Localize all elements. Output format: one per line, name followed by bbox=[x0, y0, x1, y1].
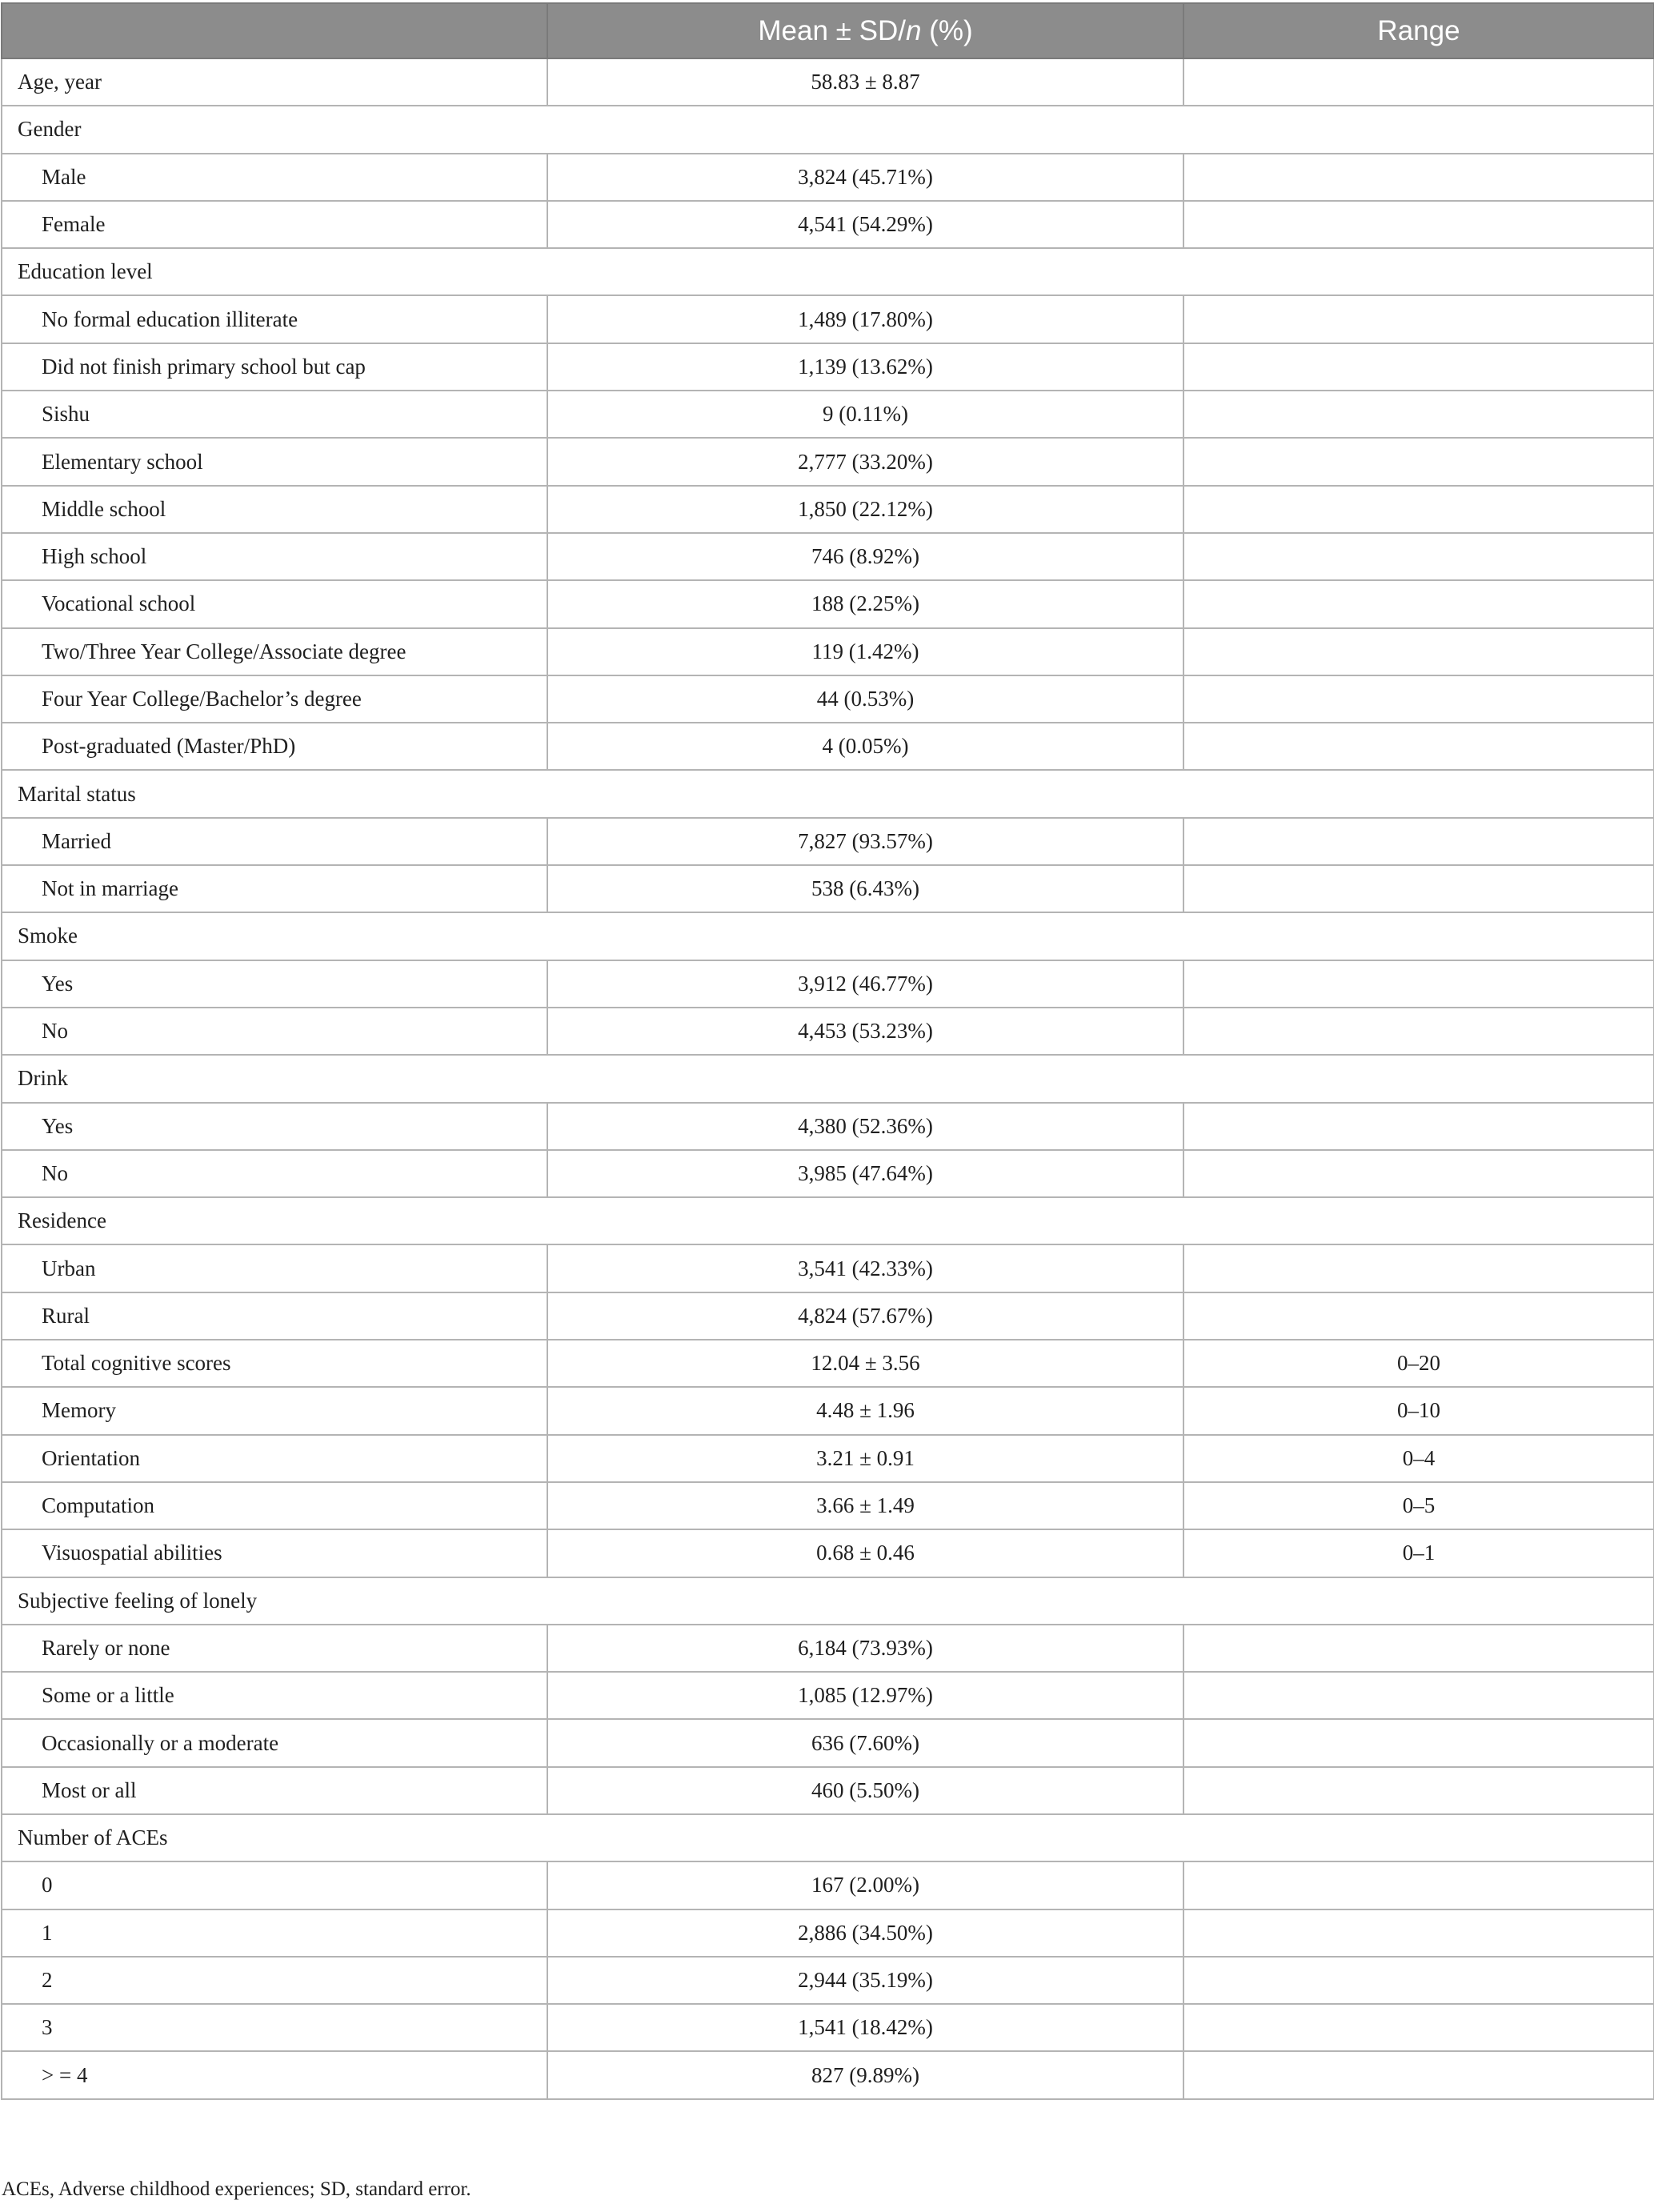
table-group-row bbox=[2, 1197, 1654, 1244]
row-range: 0–5 bbox=[1183, 1482, 1654, 1529]
table-group-row bbox=[2, 106, 1654, 153]
row-value: 7,827 (93.57%) bbox=[547, 818, 1183, 865]
table-row bbox=[2, 343, 1654, 391]
table-row bbox=[2, 1340, 1654, 1387]
row-value: 188 (2.25%) bbox=[547, 580, 1183, 627]
row-range bbox=[1183, 486, 1654, 533]
table-row bbox=[2, 58, 1654, 106]
row-value: 4.48 ± 1.96 bbox=[547, 1387, 1183, 1434]
row-range bbox=[1183, 865, 1654, 912]
row-label: Married bbox=[2, 818, 547, 865]
row-label: 3 bbox=[2, 2004, 547, 2051]
row-range bbox=[1183, 1150, 1654, 1197]
row-range bbox=[1183, 960, 1654, 1008]
table-group-row bbox=[2, 912, 1654, 960]
row-label: Total cognitive scores bbox=[2, 1340, 547, 1387]
row-label: Four Year College/Bachelor’s degree bbox=[2, 675, 547, 723]
table-row bbox=[2, 391, 1654, 438]
row-label: Urban bbox=[2, 1244, 547, 1292]
row-value: 1,541 (18.42%) bbox=[547, 2004, 1183, 2051]
header-range: Range bbox=[1183, 3, 1654, 58]
table-row bbox=[2, 2004, 1654, 2051]
row-range bbox=[1183, 1292, 1654, 1340]
row-range bbox=[1183, 628, 1654, 675]
row-range bbox=[1183, 2051, 1654, 2098]
header-variable bbox=[2, 3, 547, 58]
row-label: Did not finish primary school but cap bbox=[2, 343, 547, 391]
row-range bbox=[1183, 1767, 1654, 1814]
row-label: Rarely or none bbox=[2, 1625, 547, 1672]
table-row bbox=[2, 201, 1654, 248]
characteristics-table bbox=[1, 2, 1654, 2100]
table-row bbox=[2, 580, 1654, 627]
row-range bbox=[1183, 1244, 1654, 1292]
row-label: Two/Three Year College/Associate degree bbox=[2, 628, 547, 675]
table-row bbox=[2, 960, 1654, 1008]
row-label: Some or a little bbox=[2, 1672, 547, 1719]
group-label: Smoke bbox=[2, 912, 1654, 960]
row-value: 3.21 ± 0.91 bbox=[547, 1435, 1183, 1482]
table-row bbox=[2, 1387, 1654, 1434]
row-label: Post-graduated (Master/PhD) bbox=[2, 723, 547, 770]
row-range bbox=[1183, 201, 1654, 248]
row-value: 12.04 ± 3.56 bbox=[547, 1340, 1183, 1387]
row-value: 746 (8.92%) bbox=[547, 533, 1183, 580]
table-row bbox=[2, 1861, 1654, 1909]
row-label: Occasionally or a moderate bbox=[2, 1719, 547, 1766]
row-label: No formal education illiterate bbox=[2, 295, 547, 343]
table-row bbox=[2, 486, 1654, 533]
row-label: High school bbox=[2, 533, 547, 580]
row-range bbox=[1183, 58, 1654, 106]
table-group-row bbox=[2, 248, 1654, 295]
row-label: Female bbox=[2, 201, 547, 248]
row-range bbox=[1183, 580, 1654, 627]
table-footnote: ACEs, Adverse childhood experiences; SD, standard error. bbox=[2, 2178, 471, 2200]
group-label: Gender bbox=[2, 106, 1654, 153]
row-value: 3.66 ± 1.49 bbox=[547, 1482, 1183, 1529]
table-row bbox=[2, 1672, 1654, 1719]
table-body bbox=[2, 58, 1654, 2099]
row-label: Male bbox=[2, 154, 547, 201]
table-row bbox=[2, 154, 1654, 201]
row-value: 3,912 (46.77%) bbox=[547, 960, 1183, 1008]
table-row bbox=[2, 438, 1654, 485]
row-range bbox=[1183, 723, 1654, 770]
row-label: Middle school bbox=[2, 486, 547, 533]
row-label: Elementary school bbox=[2, 438, 547, 485]
row-value: 58.83 ± 8.87 bbox=[547, 58, 1183, 106]
row-value: 4,453 (53.23%) bbox=[547, 1008, 1183, 1055]
table-row bbox=[2, 865, 1654, 912]
header-mean-sd-suffix: (%) bbox=[921, 14, 973, 46]
row-label: Orientation bbox=[2, 1435, 547, 1482]
row-range bbox=[1183, 1008, 1654, 1055]
group-label: Subjective feeling of lonely bbox=[2, 1577, 1654, 1625]
row-value: 167 (2.00%) bbox=[547, 1861, 1183, 1909]
row-range: 0–10 bbox=[1183, 1387, 1654, 1434]
table-row bbox=[2, 675, 1654, 723]
row-value: 827 (9.89%) bbox=[547, 2051, 1183, 2098]
table-group-row bbox=[2, 1814, 1654, 1861]
row-label: Visuospatial abilities bbox=[2, 1529, 547, 1577]
table-row bbox=[2, 295, 1654, 343]
row-range bbox=[1183, 2004, 1654, 2051]
table-row bbox=[2, 1482, 1654, 1529]
row-range bbox=[1183, 391, 1654, 438]
row-value: 4 (0.05%) bbox=[547, 723, 1183, 770]
row-label: 2 bbox=[2, 1957, 547, 2004]
row-range bbox=[1183, 1909, 1654, 1957]
table-group-row bbox=[2, 1577, 1654, 1625]
table-row bbox=[2, 723, 1654, 770]
group-label: Drink bbox=[2, 1055, 1654, 1102]
header-row bbox=[2, 3, 1654, 58]
table-row bbox=[2, 628, 1654, 675]
group-label: Number of ACEs bbox=[2, 1814, 1654, 1861]
row-value: 1,489 (17.80%) bbox=[547, 295, 1183, 343]
row-label: No bbox=[2, 1150, 547, 1197]
row-value: 3,824 (45.71%) bbox=[547, 154, 1183, 201]
group-label: Residence bbox=[2, 1197, 1654, 1244]
row-value: 6,184 (73.93%) bbox=[547, 1625, 1183, 1672]
table-row bbox=[2, 818, 1654, 865]
row-value: 44 (0.53%) bbox=[547, 675, 1183, 723]
header-mean-sd-prefix: Mean ± SD/ bbox=[758, 14, 906, 46]
row-range bbox=[1183, 675, 1654, 723]
row-range bbox=[1183, 1103, 1654, 1150]
row-label: Memory bbox=[2, 1387, 547, 1434]
row-range bbox=[1183, 1861, 1654, 1909]
table-row bbox=[2, 1767, 1654, 1814]
header-mean-sd bbox=[547, 3, 1183, 58]
row-range bbox=[1183, 343, 1654, 391]
table-row bbox=[2, 1103, 1654, 1150]
row-value: 1,850 (22.12%) bbox=[547, 486, 1183, 533]
row-value: 9 (0.11%) bbox=[547, 391, 1183, 438]
row-value: 4,541 (54.29%) bbox=[547, 201, 1183, 248]
row-value: 0.68 ± 0.46 bbox=[547, 1529, 1183, 1577]
row-value: 636 (7.60%) bbox=[547, 1719, 1183, 1766]
table-group-row bbox=[2, 770, 1654, 817]
row-label: Most or all bbox=[2, 1767, 547, 1814]
table-row bbox=[2, 1957, 1654, 2004]
table-row bbox=[2, 1150, 1654, 1197]
row-range bbox=[1183, 154, 1654, 201]
row-label: Sishu bbox=[2, 391, 547, 438]
row-value: 1,085 (12.97%) bbox=[547, 1672, 1183, 1719]
row-label: No bbox=[2, 1008, 547, 1055]
row-value: 538 (6.43%) bbox=[547, 865, 1183, 912]
row-range bbox=[1183, 1672, 1654, 1719]
row-label: 0 bbox=[2, 1861, 547, 1909]
row-value: 4,380 (52.36%) bbox=[547, 1103, 1183, 1150]
row-label: Age, year bbox=[2, 58, 547, 106]
row-range: 0–20 bbox=[1183, 1340, 1654, 1387]
row-label: Computation bbox=[2, 1482, 547, 1529]
row-label: Vocational school bbox=[2, 580, 547, 627]
row-value: 2,944 (35.19%) bbox=[547, 1957, 1183, 2004]
table-row bbox=[2, 1292, 1654, 1340]
table-row bbox=[2, 533, 1654, 580]
table-row bbox=[2, 2051, 1654, 2098]
row-label: 1 bbox=[2, 1909, 547, 1957]
row-range bbox=[1183, 1719, 1654, 1766]
table-row bbox=[2, 1244, 1654, 1292]
row-value: 119 (1.42%) bbox=[547, 628, 1183, 675]
table-group-row bbox=[2, 1055, 1654, 1102]
header-mean-sd-n: n bbox=[905, 14, 922, 46]
group-label: Education level bbox=[2, 248, 1654, 295]
row-value: 3,541 (42.33%) bbox=[547, 1244, 1183, 1292]
row-value: 2,886 (34.50%) bbox=[547, 1909, 1183, 1957]
row-range bbox=[1183, 438, 1654, 485]
row-range bbox=[1183, 1957, 1654, 2004]
row-value: 4,824 (57.67%) bbox=[547, 1292, 1183, 1340]
row-range bbox=[1183, 295, 1654, 343]
row-range bbox=[1183, 1625, 1654, 1672]
row-label: Rural bbox=[2, 1292, 547, 1340]
table-row bbox=[2, 1435, 1654, 1482]
row-value: 2,777 (33.20%) bbox=[547, 438, 1183, 485]
row-value: 3,985 (47.64%) bbox=[547, 1150, 1183, 1197]
group-label: Marital status bbox=[2, 770, 1654, 817]
row-range: 0–4 bbox=[1183, 1435, 1654, 1482]
table-row bbox=[2, 1909, 1654, 1957]
table-row bbox=[2, 1719, 1654, 1766]
row-label: > = 4 bbox=[2, 2051, 547, 2098]
row-range bbox=[1183, 818, 1654, 865]
row-label: Yes bbox=[2, 960, 547, 1008]
row-value: 1,139 (13.62%) bbox=[547, 343, 1183, 391]
row-value: 460 (5.50%) bbox=[547, 1767, 1183, 1814]
row-label: Not in marriage bbox=[2, 865, 547, 912]
row-range bbox=[1183, 533, 1654, 580]
table-row bbox=[2, 1625, 1654, 1672]
row-range: 0–1 bbox=[1183, 1529, 1654, 1577]
table-header bbox=[2, 3, 1654, 58]
table-row bbox=[2, 1529, 1654, 1577]
table-row bbox=[2, 1008, 1654, 1055]
row-label: Yes bbox=[2, 1103, 547, 1150]
